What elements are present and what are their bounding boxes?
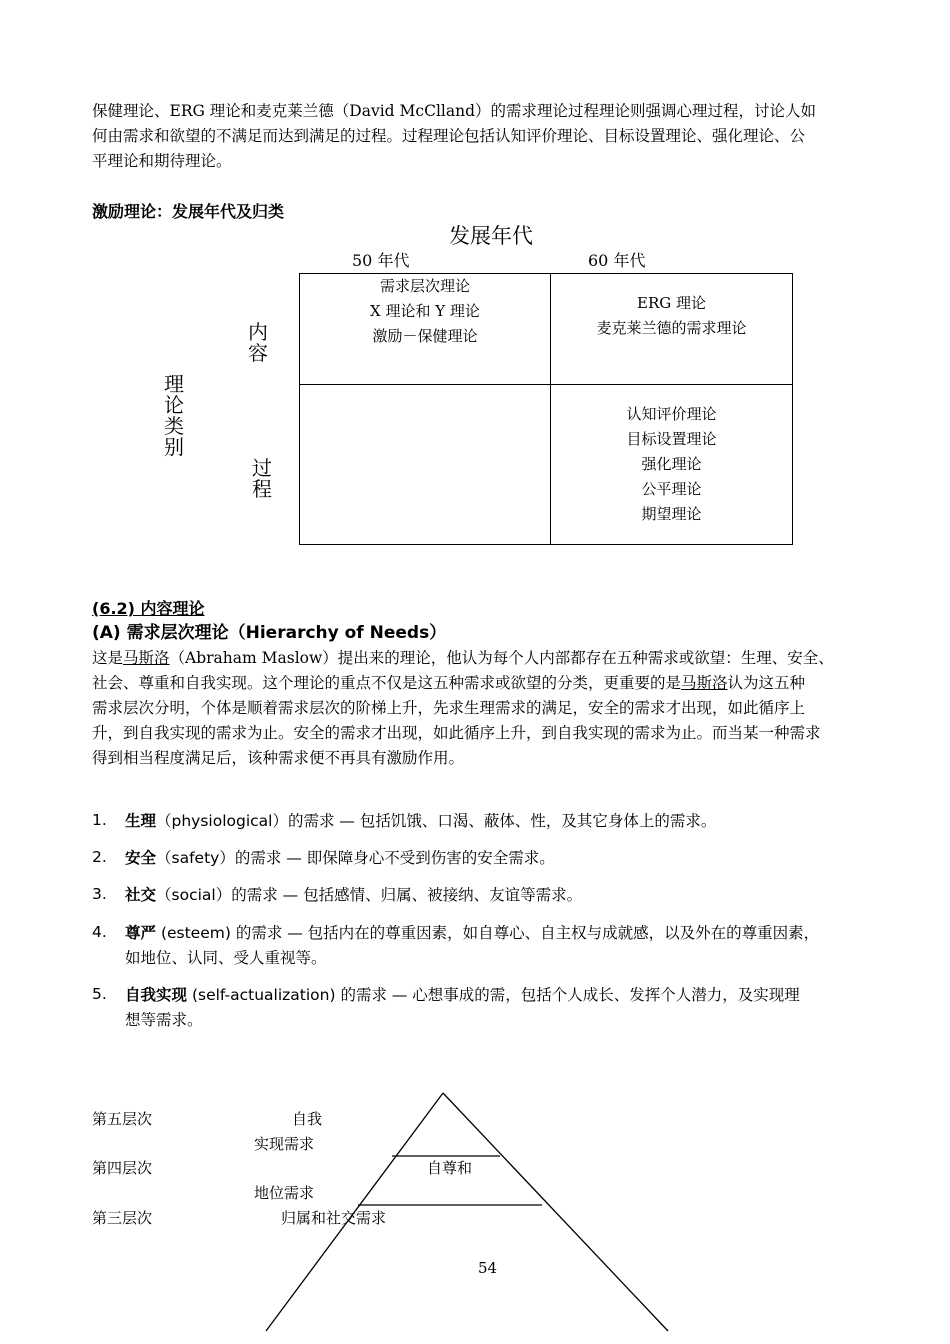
maslow-name: 马斯洛	[123, 649, 170, 667]
section-a-heading: (A) 需求层次理论（Hierarchy of Needs）	[92, 623, 447, 643]
level-4-label: 第四层次	[92, 1159, 153, 1177]
esteem-label-2: 地位需求	[254, 1184, 315, 1202]
maslow-paragraph: 这是马斯洛（Abraham Maslow）提出来的理论，他认为每个人内部都存在五种需求或欲望：生理、安全、 社会、尊重和自我实现。这个理论的重点不仅是这五种需求或欲望的分类，更重要的是马斯洛认为这五种 需求层次分明，个体是顺着需求层次的阶梯上升，先求生理需求的满足，安全的需求才出现，如此循序上 升，到自我实现的需求为止。安全的需求才出现，如此循序上升，到自我实现的需求为止。而当某一种需求 得到相当程度满足后，该种需求便不再具有激励作用。	[92, 649, 834, 767]
row-label-process: 过 程	[252, 456, 272, 501]
intro-line-2: 何由需求和欲望的不满足而达到满足的过程。过程理论包括认知评价理论、目标设置理论、强化理论、公	[92, 127, 806, 145]
grid-hline	[300, 384, 792, 385]
cell-process-60s: 认知评价理论 目标设置理论 强化理论 公平理论 期望理论	[626, 405, 717, 523]
intro-line-1: 保健理论、ERG 理论和麦克莱兰德（David McClland）的需求理论过程理论则强调心理过程，讨论人如	[92, 102, 816, 120]
pyramid-right-edge	[443, 1093, 668, 1331]
intro-line-3: 平理论和期待理论。	[92, 152, 232, 170]
table-col-50s: 50 年代	[352, 251, 410, 270]
section-6-2-heading: (6.2) 内容理论	[92, 599, 205, 618]
list-item: 2. 安全（safety）的需求 — 即保障身心不受到伤害的安全需求。	[92, 848, 555, 867]
level-5-label: 第五层次	[92, 1110, 153, 1128]
cell-content-60s: ERG 理论 麦克莱兰德的需求理论	[596, 294, 747, 337]
section-heading: 激励理论：发展年代及归类	[92, 202, 285, 221]
intro-paragraph	[92, 99, 892, 174]
list-item: 5. 自我实现 (self-actualization) 的需求 — 心想事成的需，包括个人成长、发挥个人潜力，及实现理 想等需求。	[92, 985, 800, 1029]
cell-content-50s: 需求层次理论 X 理论和 Y 理论 激励－保健理论	[370, 277, 480, 345]
level-3-label: 第三层次	[92, 1209, 153, 1227]
maslow-name: 马斯洛	[681, 674, 728, 692]
table-title: 发展年代	[449, 224, 533, 248]
self-actualization-label: 自我	[292, 1110, 323, 1128]
page-number: 54	[478, 1259, 498, 1277]
list-item: 1. 生理（physiological）的需求 — 包括饥饿、口渴、蔽体、性，及其它身体上的需求。	[92, 811, 717, 830]
table-col-60s: 60 年代	[588, 251, 646, 270]
list-item: 3. 社交（social）的需求 — 包括感情、归属、被接纳、友谊等需求。	[92, 885, 583, 904]
self-actualization-label-2: 实现需求	[254, 1135, 315, 1153]
row-label-content: 内 容	[248, 320, 268, 365]
row-group-label: 理 论 类 别	[164, 372, 184, 459]
esteem-label: 自尊和	[427, 1159, 473, 1177]
list-item: 4. 尊严 (esteem) 的需求 — 包括内在的尊重因素，如自尊心、自主权与成就感，以及外在的尊重因素， 如地位、认同、受人重视等。	[92, 923, 820, 967]
social-label: 归属和社交需求	[281, 1209, 387, 1227]
